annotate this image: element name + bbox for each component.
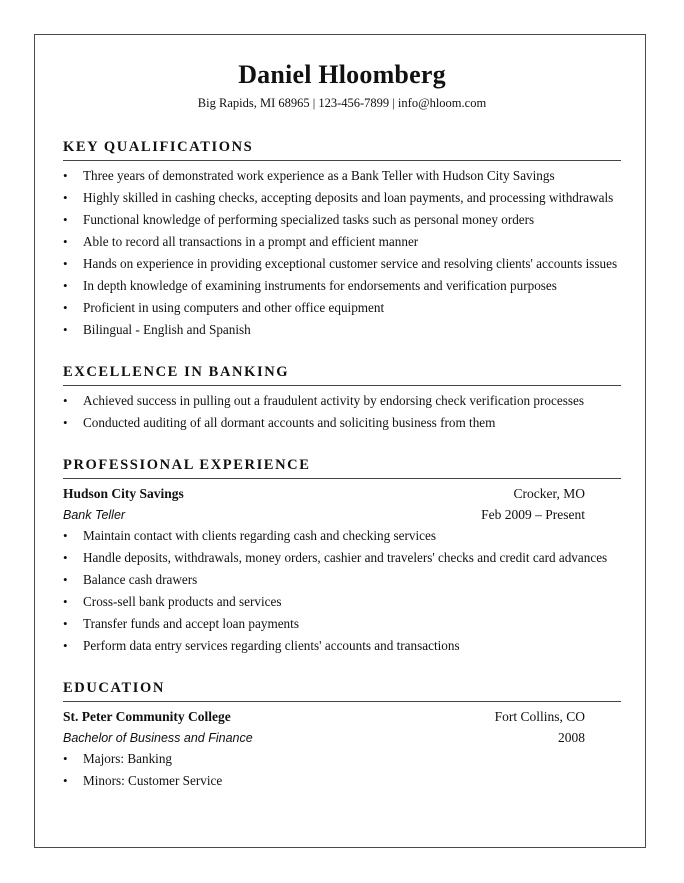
bullet-icon: • [63, 190, 68, 205]
education-header [63, 709, 585, 725]
list-item: • Hands on experience in providing exceptional customer service and resolving clients' accounts issues [63, 256, 618, 271]
bullet-icon: • [63, 751, 68, 766]
list-item: • In depth knowledge of examining instruments for endorsements and verification purposes [63, 278, 557, 293]
list-item: • Proficient in using computers and other office equipment [63, 300, 385, 315]
list-item: • Cross-sell bank products and services [63, 594, 282, 609]
qualifications-list [63, 168, 621, 337]
bullet-icon: • [63, 594, 68, 609]
graduation-year: 2008 [558, 730, 585, 745]
bullet-icon: • [63, 278, 68, 293]
list-item: • Minors: Customer Service [63, 773, 223, 788]
job-subheader [63, 507, 585, 523]
list-item: • Highly skilled in cashing checks, accepting deposits and loan payments, and processing withdrawals [63, 190, 614, 205]
bullet-icon: • [63, 212, 68, 227]
degree-name: Bachelor of Business and Finance [63, 731, 253, 745]
job-dates: Feb 2009 – Present [481, 507, 585, 522]
list-item: • Three years of demonstrated work experience as a Bank Teller with Hudson City Savings [63, 168, 555, 183]
section-title: KEY QUALIFICATIONS [63, 139, 621, 161]
experience-list [63, 528, 621, 653]
bullet-icon: • [63, 168, 68, 183]
list-item: • Bilingual - English and Spanish [63, 322, 251, 337]
list-item: • Handle deposits, withdrawals, money orders, cashier and travelers' checks and credit card advances [63, 550, 608, 565]
bullet-icon: • [63, 616, 68, 631]
section-education [63, 680, 621, 788]
school-location: Fort Collins, CO [494, 709, 585, 724]
list-item: • Conducted auditing of all dormant accounts and soliciting business from them [63, 415, 496, 430]
resume-content [63, 60, 621, 788]
banking-list [63, 393, 621, 430]
candidate-name: Daniel Hloomberg [238, 60, 446, 89]
contact-line: Big Rapids, MI 68965 | 123-456-7899 | info@hloom.com [197, 96, 487, 110]
school-name: St. Peter Community College [63, 709, 231, 724]
bullet-icon: • [63, 415, 68, 430]
list-item: • Able to record all transactions in a prompt and efficient manner [63, 234, 419, 249]
education-subheader [63, 730, 585, 746]
bullet-icon: • [63, 572, 68, 587]
list-item: • Achieved success in pulling out a fraudulent activity by endorsing check verification processes [63, 393, 584, 408]
bullet-icon: • [63, 300, 68, 315]
bullet-icon: • [63, 234, 68, 249]
list-item: • Functional knowledge of performing specialized tasks such as personal money orders [63, 212, 535, 227]
list-item: • Maintain contact with clients regarding cash and checking services [63, 528, 437, 543]
bullet-icon: • [63, 773, 68, 788]
list-item: • Balance cash drawers [63, 572, 198, 587]
bullet-icon: • [63, 638, 68, 653]
education-list [63, 751, 621, 788]
section-professional-experience [63, 457, 621, 653]
employer-location: Crocker, MO [513, 486, 585, 501]
employer-name: Hudson City Savings [63, 486, 184, 501]
bullet-icon: • [63, 550, 68, 565]
list-item: • Perform data entry services regarding clients' accounts and transactions [63, 638, 460, 653]
bullet-icon: • [63, 256, 68, 271]
list-item: • Transfer funds and accept loan payments [63, 616, 299, 631]
section-key-qualifications [63, 139, 621, 337]
bullet-icon: • [63, 322, 68, 337]
section-title: EXCELLENCE IN BANKING [63, 364, 621, 386]
job-title: Bank Teller [63, 508, 126, 522]
bullet-icon: • [63, 393, 68, 408]
section-title: PROFESSIONAL EXPERIENCE [63, 457, 621, 479]
bullet-icon: • [63, 528, 68, 543]
section-excellence-in-banking [63, 364, 621, 430]
job-header [63, 486, 585, 502]
section-title: EDUCATION [63, 680, 621, 702]
list-item: • Majors: Banking [63, 751, 173, 766]
